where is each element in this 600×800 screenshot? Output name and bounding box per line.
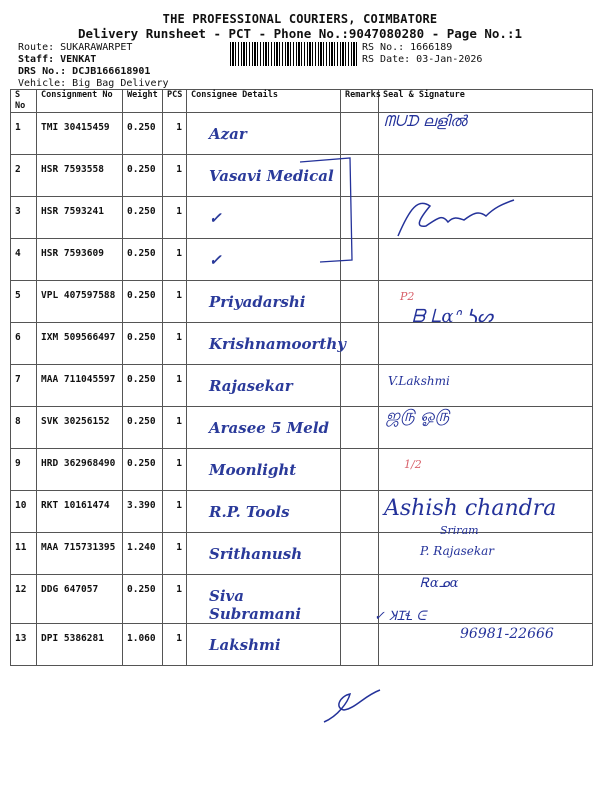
vehicle-label: Vehicle: Big Bag Delivery — [18, 78, 169, 89]
row-sno: 6 — [11, 323, 37, 365]
table-row — [11, 407, 593, 449]
table-row — [11, 533, 593, 575]
row-sno: 2 — [11, 155, 37, 197]
row-remarks — [341, 624, 379, 666]
row-pcs: 1 — [163, 449, 187, 491]
row-consignee: Vasavi Medical — [187, 155, 341, 197]
table-row — [11, 281, 593, 323]
row-weight: 0.250 — [123, 113, 163, 155]
signature-7: V.Lakshmi — [388, 374, 450, 388]
row-weight: 0.250 — [123, 365, 163, 407]
row-consignee: Azar — [187, 113, 341, 155]
footer-signature — [318, 682, 388, 726]
row-signature — [379, 323, 593, 365]
bracket-mark — [200, 150, 370, 270]
row-sno: 4 — [11, 239, 37, 281]
row-weight: 0.250 — [123, 575, 163, 624]
row-consignment-no: VPL 407597588 — [37, 281, 123, 323]
row-weight: 0.250 — [123, 155, 163, 197]
document-title: THE PROFESSIONAL COURIERS, COIMBATORE — [162, 12, 438, 26]
table-header-row — [11, 90, 593, 113]
row-consignment-no: HSR 7593558 — [37, 155, 123, 197]
row-sno: 1 — [11, 113, 37, 155]
signature-6: ᗷ ᒪɑᐢ ᓴᔕ — [412, 306, 494, 327]
row-pcs: 1 — [163, 281, 187, 323]
row-remarks — [341, 533, 379, 575]
col-consignment: Consignment No — [37, 90, 123, 113]
row-pcs: 1 — [163, 155, 187, 197]
row-pcs: 1 — [163, 239, 187, 281]
signature-10: Ashish chandra — [384, 496, 557, 521]
row-consignment-no: DPI 5386281 — [37, 624, 123, 666]
row-weight: 0.250 — [123, 407, 163, 449]
row-sno: 5 — [11, 281, 37, 323]
signature-1: ᗰᑌᗪ ലളിൽ — [384, 112, 467, 130]
row-consignee: Rajasekar — [187, 365, 341, 407]
row-consignment-no: HSR 7593609 — [37, 239, 123, 281]
signature-12: Ꭱɑᓄɑ — [420, 576, 459, 591]
col-remarks: Remarks — [341, 90, 379, 113]
row-sno: 12 — [11, 575, 37, 624]
col-signature: Seal & Signature — [379, 90, 593, 113]
row-pcs: 1 — [163, 491, 187, 533]
row-weight: 0.250 — [123, 239, 163, 281]
row-sno: 11 — [11, 533, 37, 575]
row-consignment-no: SVK 30256152 — [37, 407, 123, 449]
row-consignee: Moonlight — [187, 449, 341, 491]
row-weight: 1.240 — [123, 533, 163, 575]
row-weight: 0.250 — [123, 197, 163, 239]
row-consignment-no: IXM 509566497 — [37, 323, 123, 365]
row-pcs: 1 — [163, 575, 187, 624]
table-row — [11, 365, 593, 407]
row-consignment-no: RKT 10161474 — [37, 491, 123, 533]
col-pcs: PCS — [163, 90, 187, 113]
remark-mark-9: 1/2 — [404, 458, 422, 471]
signature-13: ✓ ꞰꞮꞭ ᕮ — [374, 609, 427, 624]
row-consignee: ✓ — [187, 239, 341, 281]
table-row — [11, 323, 593, 365]
table-row — [11, 449, 593, 491]
row-pcs: 1 — [163, 113, 187, 155]
row-weight: 1.060 — [123, 624, 163, 666]
row-pcs: 1 — [163, 533, 187, 575]
row-sno: 3 — [11, 197, 37, 239]
row-consignment-no: TMI 30415459 — [37, 113, 123, 155]
col-consignee: Consignee Details — [187, 90, 341, 113]
row-consignee: ✓ — [187, 197, 341, 239]
table-row — [11, 575, 593, 624]
signature-11b: P. Rajasekar — [420, 544, 495, 558]
row-pcs: 1 — [163, 323, 187, 365]
drs-label: DRS No.: DCJB166618901 — [18, 66, 151, 77]
barcode — [230, 42, 358, 66]
row-weight: 0.250 — [123, 323, 163, 365]
row-consignee: Srithanush — [187, 533, 341, 575]
row-consignee: Lakshmi — [187, 624, 341, 666]
row-remarks — [341, 575, 379, 624]
row-remarks — [341, 323, 379, 365]
row-consignment-no: HSR 7593241 — [37, 197, 123, 239]
phone-number: 96981-22666 — [460, 626, 554, 642]
row-consignment-no: MAA 711045597 — [37, 365, 123, 407]
row-weight: 0.250 — [123, 449, 163, 491]
remark-mark-5: P2 — [400, 290, 415, 303]
row-remarks — [341, 365, 379, 407]
row-weight: 3.390 — [123, 491, 163, 533]
route-label: Route: SUKARAWARPET — [18, 42, 133, 53]
row-pcs: 1 — [163, 365, 187, 407]
row-sno: 8 — [11, 407, 37, 449]
row-consignee: Krishnamoorthy — [187, 323, 341, 365]
row-consignee: Priyadarshi — [187, 281, 341, 323]
row-consignment-no: DDG 647057 — [37, 575, 123, 624]
col-sno: S No — [11, 90, 37, 113]
row-pcs: 1 — [163, 197, 187, 239]
row-sno: 7 — [11, 365, 37, 407]
row-weight: 0.250 — [123, 281, 163, 323]
row-consignee: R.P. Tools — [187, 491, 341, 533]
row-sno: 10 — [11, 491, 37, 533]
row-remarks — [341, 113, 379, 155]
row-remarks — [341, 449, 379, 491]
row-consignment-no: MAA 715731395 — [37, 533, 123, 575]
row-pcs: 1 — [163, 407, 187, 449]
signature-8: ஜ௫ ஓ௫ — [386, 406, 450, 426]
row-sno: 9 — [11, 449, 37, 491]
staff-label: Staff: VENKAT — [18, 54, 97, 65]
rs-number: RS No.: 1666189 — [362, 42, 453, 53]
rs-date: RS Date: 03-Jan-2026 — [362, 54, 483, 65]
row-consignee: Arasee 5 Meld — [187, 407, 341, 449]
signature-3-4 — [390, 188, 540, 248]
row-remarks — [341, 491, 379, 533]
document-subtitle: Delivery Runsheet - PCT - Phone No.:9047080280 - Page No.:1 — [77, 26, 522, 41]
row-consignee: Siva Subramani — [187, 575, 341, 624]
row-pcs: 1 — [163, 624, 187, 666]
table-row — [11, 113, 593, 155]
col-weight: Weight — [123, 90, 163, 113]
row-remarks — [341, 281, 379, 323]
row-sno: 13 — [11, 624, 37, 666]
signature-11a: Sriram — [440, 524, 479, 537]
row-consignment-no: HRD 362968490 — [37, 449, 123, 491]
row-remarks — [341, 407, 379, 449]
